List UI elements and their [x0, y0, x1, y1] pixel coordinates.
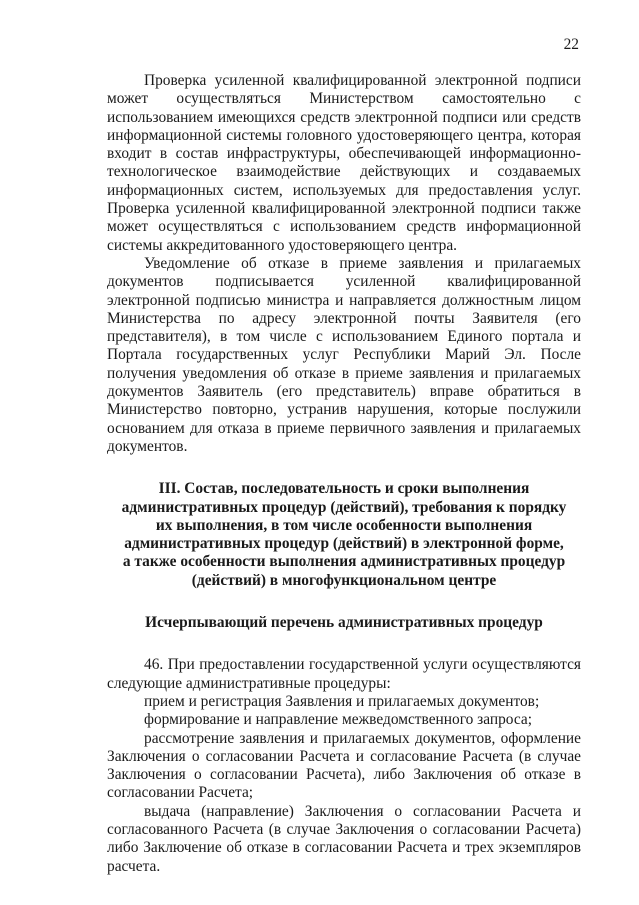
list-item: прием и регистрация Заявления и прилагаемых документов; [144, 692, 540, 710]
section-heading: III. Состав, последовательность и сроки выполнения административных процедур (действий), требования к порядку их выполнения, в том числе особенности выполнения административных процедур (действий) в электронной форме, а также особенности выполнения административных процедур (действий) в многофункциональном центре [121, 480, 567, 589]
paragraph-refusal-notification: Уведомление об отказе в приеме заявления и прилагаемых документов подписывается усиленной квалифицированной электронной подписью министра и направляется должностным лицом Министерства по адресу электронной почты Заявителя (его представителя), в том числе с использованием Единого портала и Портала государственных услуг Республики Марий Эл. После получения уведомления об отказе в приеме заявления и прилагаемых документов Заявитель (его представитель) вправе обратиться в Министерство повторно, устранив нарушения, которые послужили основанием для отказа в приеме первичного заявления и прилагаемых документов. [107, 254, 581, 455]
procedure-list [107, 693, 581, 876]
subsection-heading: Исчерпывающий перечень административных процедур [145, 614, 543, 632]
list-item: выдача (направление) Заключения о согласовании Расчета и согласованного Расчета (в случае Заключения о согласовании Расчета) либо Заключение об отказе в согласовании Расчета и трех экземпляров расчета. [107, 802, 581, 875]
list-item: формирование и направление межведомственного запроса; [144, 711, 533, 729]
page-content [107, 72, 581, 876]
list-item: рассмотрение заявления и прилагаемых документов, оформление Заключения о согласовании Расчета и согласование Расчета (в случае Заключения о согласовании Расчета), либо Заключения об отказе в согласовании Расчета; [107, 729, 581, 802]
paragraph-46: 46. При предоставлении государственной услуги осуществляются следующие административные процедуры: [107, 656, 581, 692]
paragraph-signature-verification: Проверка усиленной квалифицированной электронной подписи может осуществляться Министерством самостоятельно с использованием имеющихся средств электронной подписи или средств информационной системы головного удостоверяющего центра, которая входит в состав инфраструктуры, обеспечивающей информационно-технологическое взаимодействие действующих и создаваемых информационных систем, используемых для предоставления услуг. Проверка усиленной квалифицированной электронной подписи также может осуществляться с использованием средств информационной системы аккредитованного удостоверяющего центра. [107, 72, 581, 254]
page-number: 22 [563, 36, 579, 53]
